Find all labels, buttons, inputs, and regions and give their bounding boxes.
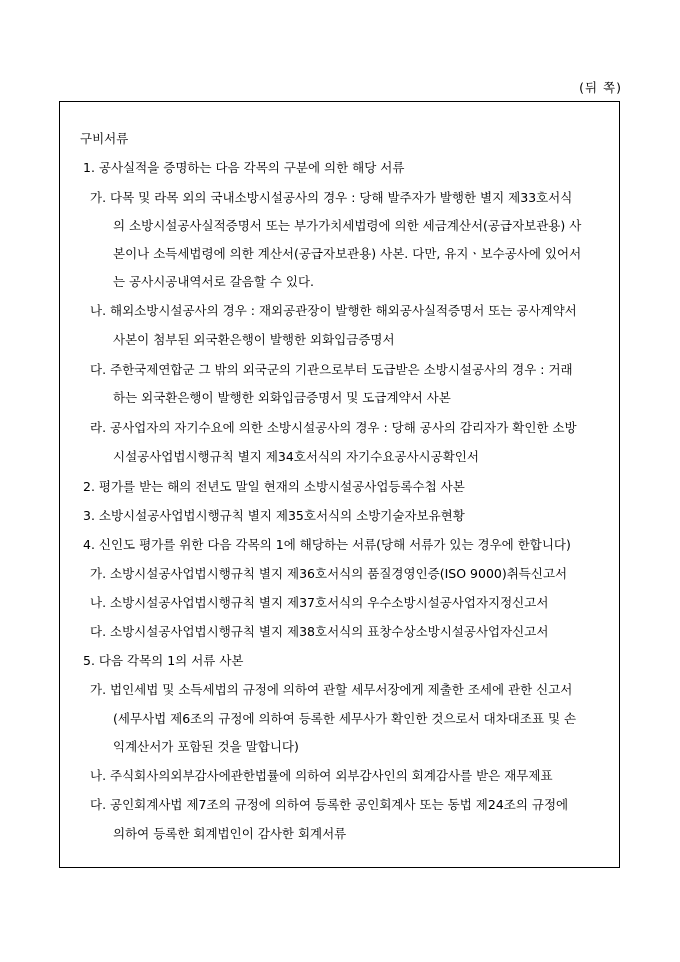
- section-title: 구비서류: [80, 131, 129, 146]
- item-1-ga: 가. 다목 및 라목 외의 국내소방시설공사의 경우 : 당해 발주자가 발행한 별지 제33호서식: [90, 190, 573, 205]
- item-1: 1. 공사실적을 증명하는 다음 각목의 구분에 의한 해당 서류: [83, 160, 405, 175]
- item-3: 3. 소방시설공사업법시행규칙 별지 제35호서식의 소방기술자보유현황: [83, 508, 465, 523]
- item-5-ga: 가. 법인세법 및 소득세법의 규정에 의하여 관할 세무서장에게 제출한 조세에 관한 신고서: [90, 682, 573, 697]
- page-side-label: (뒤 쪽): [579, 80, 622, 95]
- item-4: 4. 신인도 평가를 위한 다음 각목의 1에 해당하는 서류(당해 서류가 있는 경우에 한합니다): [83, 537, 571, 552]
- item-1-na-cont1: 사본이 첨부된 외국환은행이 발행한 외화입금증명서: [113, 332, 395, 347]
- item-4-na: 나. 소방시설공사업법시행규칙 별지 제37호서식의 우수소방시설공사업자지정신고서: [90, 595, 549, 610]
- item-5-da-cont1: 의하여 등록한 회계법인이 감사한 회계서류: [113, 826, 347, 841]
- item-5-da: 다. 공인회계사법 제7조의 규정에 의하여 등록한 공인회계사 또는 동법 제24조의 규정에: [90, 797, 569, 812]
- item-4-da: 다. 소방시설공사업법시행규칙 별지 제38호서식의 표창수상소방시설공사업자신고서: [90, 624, 549, 639]
- item-1-da: 다. 주한국제연합군 그 밖의 외국군의 기관으로부터 도급받은 소방시설공사의 경우 : 거래: [90, 362, 573, 377]
- item-1-ra: 라. 공사업자의 자기수요에 의한 소방시설공사의 경우 : 당해 공사의 감리자가 확인한 소방: [90, 420, 577, 435]
- item-5-ga-cont1: (세무사법 제6조의 규정에 의하여 등록한 세무사가 확인한 것으로서 대차대조표 및 손: [113, 711, 577, 726]
- item-1-ga-cont3: 는 공사시공내역서로 갈음할 수 있다.: [113, 274, 314, 289]
- item-1-ga-cont1: 의 소방시설공사실적증명서 또는 부가가치세법령에 의한 세금계산서(공급자보관용) 사: [113, 218, 582, 233]
- item-1-ra-cont1: 시설공사업법시행규칙 별지 제34호서식의 자기수요공사시공확인서: [113, 449, 479, 464]
- item-1-ga-cont2: 본이나 소득세법령에 의한 계산서(공급자보관용) 사본. 다만, 유지ㆍ보수공사에 있어서: [113, 246, 582, 261]
- item-5-ga-cont2: 익계산서가 포함된 것을 말합니다): [113, 739, 299, 754]
- item-2: 2. 평가를 받는 해의 전년도 말일 현재의 소방시설공사업등록수첩 사본: [83, 479, 465, 494]
- item-5-na: 나. 주식회사의외부감사에관한법률에 의하여 외부감사인의 회계감사를 받은 재무제표: [90, 768, 553, 783]
- item-1-da-cont1: 하는 외국환은행이 발행한 외화입금증명서 및 도급계약서 사본: [113, 390, 451, 405]
- item-4-ga: 가. 소방시설공사업법시행규칙 별지 제36호서식의 품질경영인증(ISO 9000)취득신고서: [90, 566, 568, 581]
- item-1-na: 나. 해외소방시설공사의 경우 : 재외공관장이 발행한 해외공사실적증명서 또는 공사계약서: [90, 303, 577, 318]
- item-5: 5. 다음 각목의 1의 서류 사본: [83, 653, 244, 668]
